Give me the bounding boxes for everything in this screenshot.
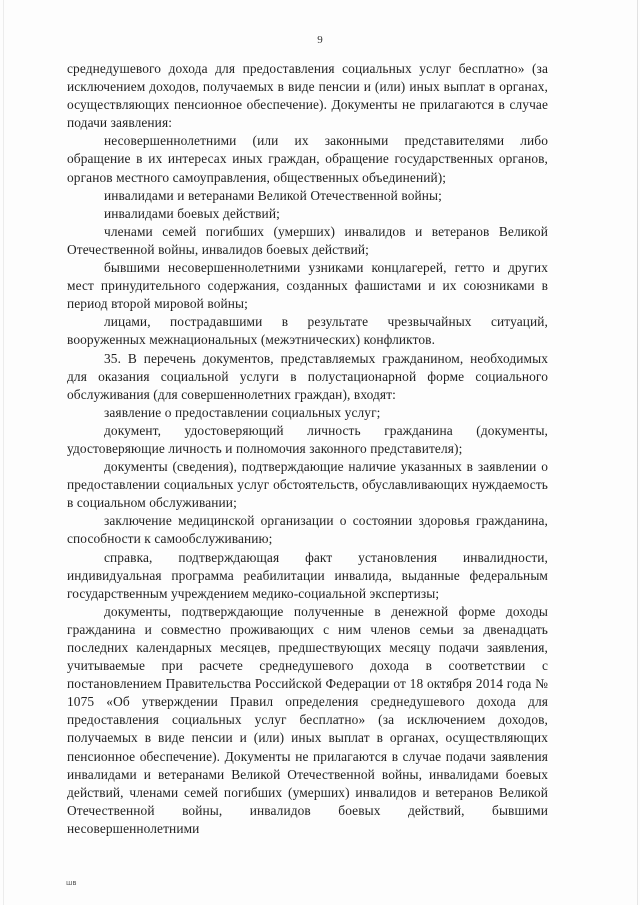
scan-edge-right [637, 0, 638, 905]
page-number: 9 [317, 34, 323, 46]
scan-edge-left [3, 0, 4, 905]
footer-mark: шв [66, 879, 77, 887]
paragraph-item-income-documents: документы, подтверждающие полученные в денежной форме доходы гражданина и совместно проживающих с ним членов семьи за двенадцать последних календарных месяцев, предшествующих месяцу подачи заявления, учитываемые при расчете среднедушевого дохода в соответствии с постановлением Правительства Российской Федерации от 18 октября 2014 года № 1075 «Об утверждении Правил определения среднедушевого дохода для предоставления социальных услуг бесплатно» (за исключением доходов, получаемых в виде пенсии и (или) иных выплат в органах, осуществляющих пенсионное обеспечение). Документы не прилагаются в случае подачи заявления инвалидами и ветеранами Великой Отечественной войны, инвалидами боевых действий, членами семей погибших (умерших) инвалидов и ветеранов Великой Отечественной войны, инвалидов боевых действий, бывшими несовершеннолетними [67, 603, 548, 836]
paragraph-item-identity-document: документ, удостоверяющий личность гражданина (документы, удостоверяющие личность и полномочия законного представителя); [67, 422, 548, 456]
paragraph-item-wwii-invalids: инвалидами и ветеранами Великой Отечественной войны; [104, 187, 442, 203]
paragraph-item-prisoners: бывшими несовершеннолетними узниками концлагерей, гетто и других мест принудительного содержания, созданных фашистами и их союзниками в период второй мировой войны; [67, 260, 548, 312]
paragraph-item-minors: несовершеннолетними (или их законными представителями либо обращение в их интересах иных граждан, обращение государственных органов, органов местного самоуправления, общественных объединений); [67, 133, 548, 185]
paragraph-continuation: среднедушевого дохода для предоставления социальных услуг бесплатно» (за исключением доходов, получаемых в виде пенсии и (или) иных выплат в органах, осуществляющих пенсионное обеспечение). Документы не прилагаются в случае подачи заявления: [67, 61, 548, 131]
paragraph-item-emergency-victims: лицами, пострадавшими в результате чрезвычайных ситуаций, вооруженных межнациональных (межэтнических) конфликтов. [67, 314, 548, 348]
paragraph-item-disability-certificate: справка, подтверждающая факт установления инвалидности, индивидуальная программа реабилитации инвалида, выданные федеральным государственным учреждением медико-социальной экспертизы; [67, 549, 548, 601]
document-body [67, 60, 548, 838]
paragraph-item-medical-conclusion: заключение медицинской организации о состоянии здоровья гражданина, способности к самообслуживанию; [67, 513, 548, 547]
paragraph-item-supporting-documents: документы (сведения), подтверждающие наличие указанных в заявлении о предоставлении социальных услуг обстоятельств, обуславливающих нуждаемость в социальном обслуживании; [67, 459, 548, 511]
paragraph-item-families: членами семей погибших (умерших) инвалидов и ветеранов Великой Отечественной войны, инвалидов боевых действий; [67, 223, 548, 257]
paragraph-section-35: 35. В перечень документов, представляемых гражданином, необходимых для оказания социальной услуги в полустационарной форме социального обслуживания (для совершеннолетних граждан), входят: [67, 350, 548, 402]
paragraph-item-application: заявление о предоставлении социальных услуг; [104, 404, 381, 420]
paragraph-item-combat-invalids: инвалидами боевых действий; [104, 205, 280, 221]
